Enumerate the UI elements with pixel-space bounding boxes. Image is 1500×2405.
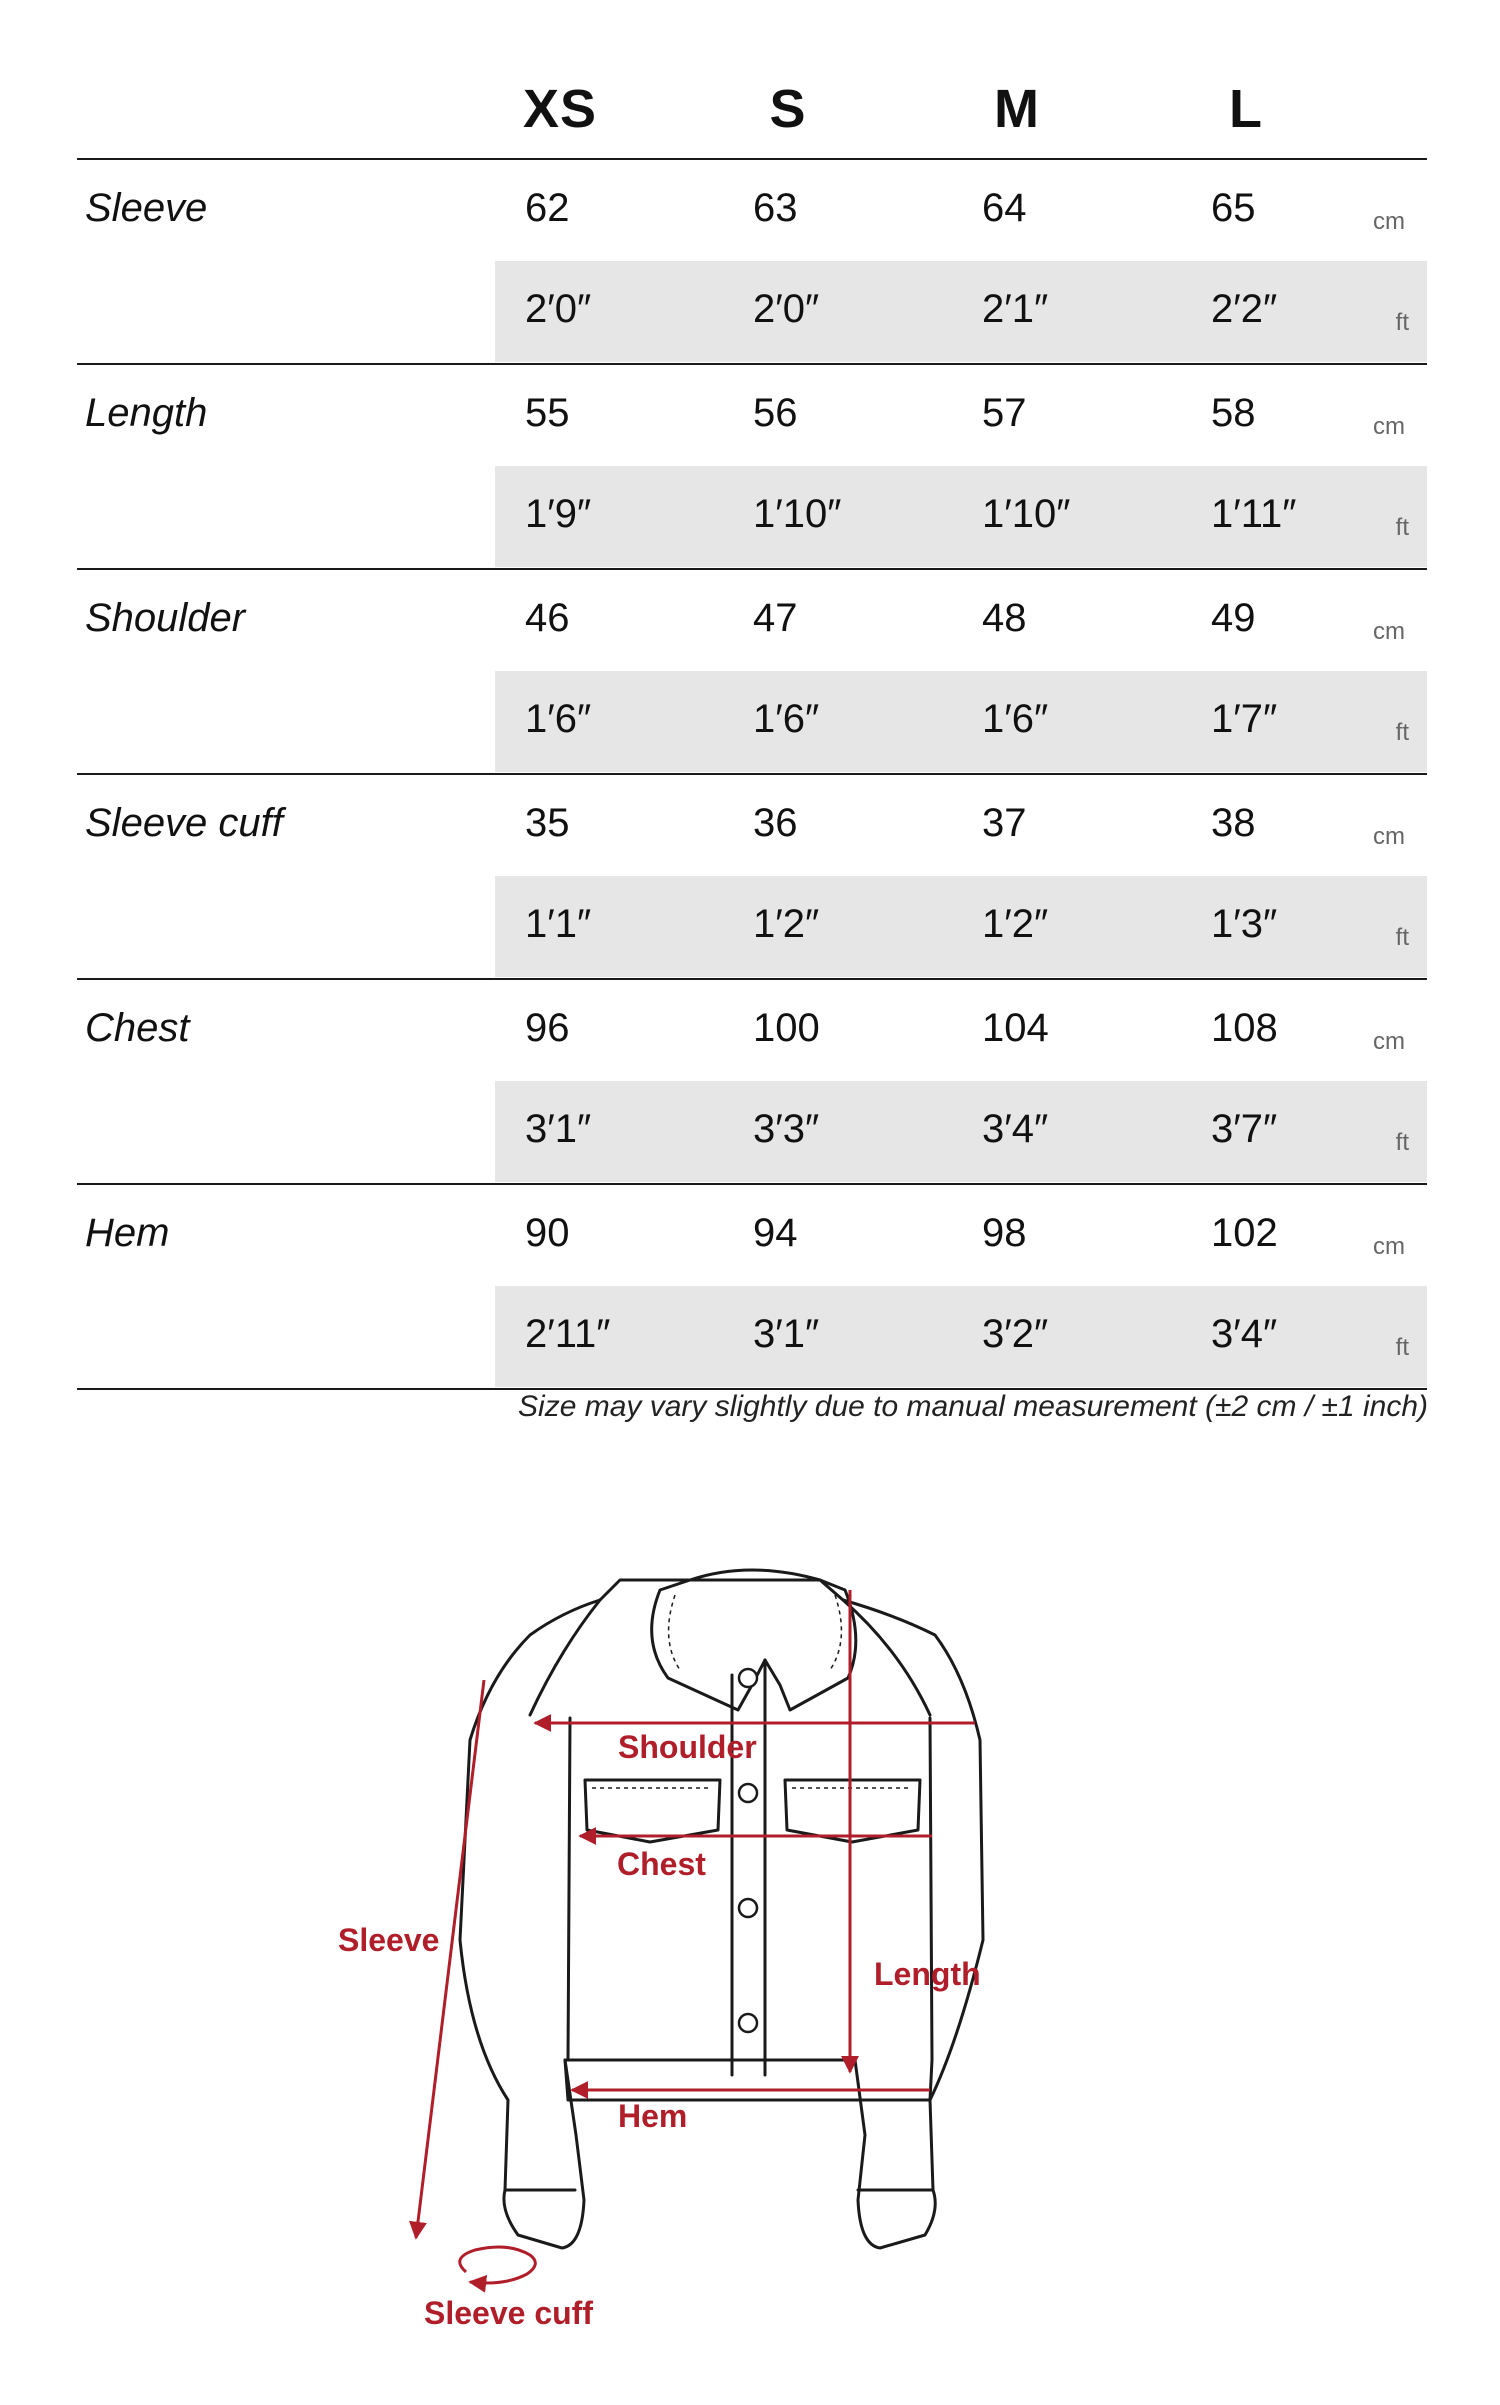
size-header-xs: XS xyxy=(522,79,598,139)
unit-ft: ft xyxy=(1395,514,1409,541)
size-chart-table xyxy=(77,0,1427,1390)
ft-row xyxy=(495,876,1427,977)
measurement-label: Hem xyxy=(85,1211,170,1255)
cm-value: 36 xyxy=(753,801,798,845)
jacket-illustration xyxy=(0,1500,1500,2400)
ft-value: 1′9″ xyxy=(525,492,592,536)
measurement-label: Chest xyxy=(85,1006,190,1050)
size-header-l: L xyxy=(1229,79,1263,139)
measurement-group-shoulder xyxy=(77,570,1427,775)
measurement-disclaimer: Size may vary slightly due to manual measurement (±2 cm / ±1 inch) xyxy=(518,1390,1428,1423)
cm-value: 56 xyxy=(753,391,798,435)
cm-value: 96 xyxy=(525,1006,570,1050)
ft-value: 3′3″ xyxy=(753,1107,820,1151)
ft-value: 1′7″ xyxy=(1211,697,1278,741)
cm-value: 102 xyxy=(1211,1211,1278,1255)
ft-value: 1′2″ xyxy=(753,902,820,946)
unit-cm: cm xyxy=(1373,413,1405,440)
measurement-label: Shoulder xyxy=(85,596,246,640)
ft-value: 2′1″ xyxy=(982,287,1049,331)
button-icon xyxy=(739,1784,757,1802)
cm-value: 108 xyxy=(1211,1006,1278,1050)
jacket-measurement-diagram xyxy=(0,1500,1500,2400)
cm-value: 98 xyxy=(982,1211,1027,1255)
label-length: Length xyxy=(874,1956,981,1992)
ft-value: 2′0″ xyxy=(525,287,592,331)
unit-ft: ft xyxy=(1395,719,1409,746)
button-icon xyxy=(739,2014,757,2032)
cm-row xyxy=(495,570,1427,673)
ft-value: 2′2″ xyxy=(1211,287,1278,331)
cm-value: 46 xyxy=(525,596,570,640)
cm-value: 63 xyxy=(753,186,798,230)
measurement-group-hem xyxy=(77,1185,1427,1390)
cm-value: 38 xyxy=(1211,801,1256,845)
measurement-group-sleeve-cuff xyxy=(77,775,1427,980)
button-icon xyxy=(739,1669,757,1687)
cm-value: 62 xyxy=(525,186,570,230)
ft-value: 3′4″ xyxy=(1211,1312,1278,1356)
label-hem: Hem xyxy=(618,2098,688,2134)
unit-ft: ft xyxy=(1395,309,1409,336)
unit-cm: cm xyxy=(1373,1028,1405,1055)
ft-value: 1′1″ xyxy=(525,902,592,946)
sleeve-cuff-arrow xyxy=(460,2247,536,2283)
cm-row xyxy=(495,980,1427,1083)
ft-value: 1′6″ xyxy=(525,697,592,741)
cm-value: 94 xyxy=(753,1211,798,1255)
label-chest: Chest xyxy=(617,1846,706,1882)
measurement-label: Sleeve cuff xyxy=(85,801,283,845)
button-icon xyxy=(739,1899,757,1917)
sleeve-arrow xyxy=(416,1680,484,2238)
cm-row xyxy=(495,365,1427,468)
cm-value: 48 xyxy=(982,596,1027,640)
ft-value: 3′1″ xyxy=(753,1312,820,1356)
label-sleeve-cuff: Sleeve cuff xyxy=(424,2295,593,2331)
ft-row xyxy=(495,261,1427,362)
label-sleeve: Sleeve xyxy=(338,1922,440,1958)
unit-cm: cm xyxy=(1373,208,1405,235)
ft-row xyxy=(495,1081,1427,1182)
unit-cm: cm xyxy=(1373,823,1405,850)
ft-value: 1′6″ xyxy=(753,697,820,741)
ft-value: 1′10″ xyxy=(982,492,1071,536)
ft-value: 2′0″ xyxy=(753,287,820,331)
unit-ft: ft xyxy=(1395,1334,1409,1361)
measurement-group-sleeve xyxy=(77,160,1427,365)
cm-value: 35 xyxy=(525,801,570,845)
unit-ft: ft xyxy=(1395,924,1409,951)
ft-value: 3′1″ xyxy=(525,1107,592,1151)
cm-value: 37 xyxy=(982,801,1027,845)
measurement-label: Sleeve xyxy=(85,186,208,230)
measurement-group-chest xyxy=(77,980,1427,1185)
size-header-m: M xyxy=(994,79,1040,139)
measurement-label: Length xyxy=(85,391,208,435)
size-header-s: S xyxy=(769,79,807,139)
cm-row xyxy=(495,775,1427,878)
measurement-group-length xyxy=(77,365,1427,570)
ft-value: 2′11″ xyxy=(525,1312,611,1356)
ft-value: 3′4″ xyxy=(982,1107,1049,1151)
cm-value: 58 xyxy=(1211,391,1256,435)
ft-row xyxy=(495,466,1427,567)
label-shoulder: Shoulder xyxy=(618,1729,757,1765)
jacket-outline xyxy=(460,1570,983,2248)
ft-value: 3′2″ xyxy=(982,1312,1049,1356)
cm-value: 100 xyxy=(753,1006,820,1050)
cm-value: 90 xyxy=(525,1211,570,1255)
unit-cm: cm xyxy=(1373,1233,1405,1260)
ft-row xyxy=(495,671,1427,772)
unit-cm: cm xyxy=(1373,618,1405,645)
cm-value: 64 xyxy=(982,186,1027,230)
ft-value: 3′7″ xyxy=(1211,1107,1278,1151)
ft-value: 1′2″ xyxy=(982,902,1049,946)
ft-value: 1′6″ xyxy=(982,697,1049,741)
size-header-row xyxy=(77,0,1427,160)
cm-value: 57 xyxy=(982,391,1027,435)
ft-row xyxy=(495,1286,1427,1387)
ft-value: 1′10″ xyxy=(753,492,842,536)
cm-value: 65 xyxy=(1211,186,1256,230)
cm-value: 47 xyxy=(753,596,798,640)
cm-value: 55 xyxy=(525,391,570,435)
cm-row xyxy=(495,1185,1427,1288)
measurement-arrows xyxy=(416,1590,975,2283)
cm-row xyxy=(495,160,1427,263)
ft-value: 1′3″ xyxy=(1211,902,1278,946)
unit-ft: ft xyxy=(1395,1129,1409,1156)
cm-value: 104 xyxy=(982,1006,1049,1050)
ft-value: 1′11″ xyxy=(1211,492,1297,536)
cm-value: 49 xyxy=(1211,596,1256,640)
